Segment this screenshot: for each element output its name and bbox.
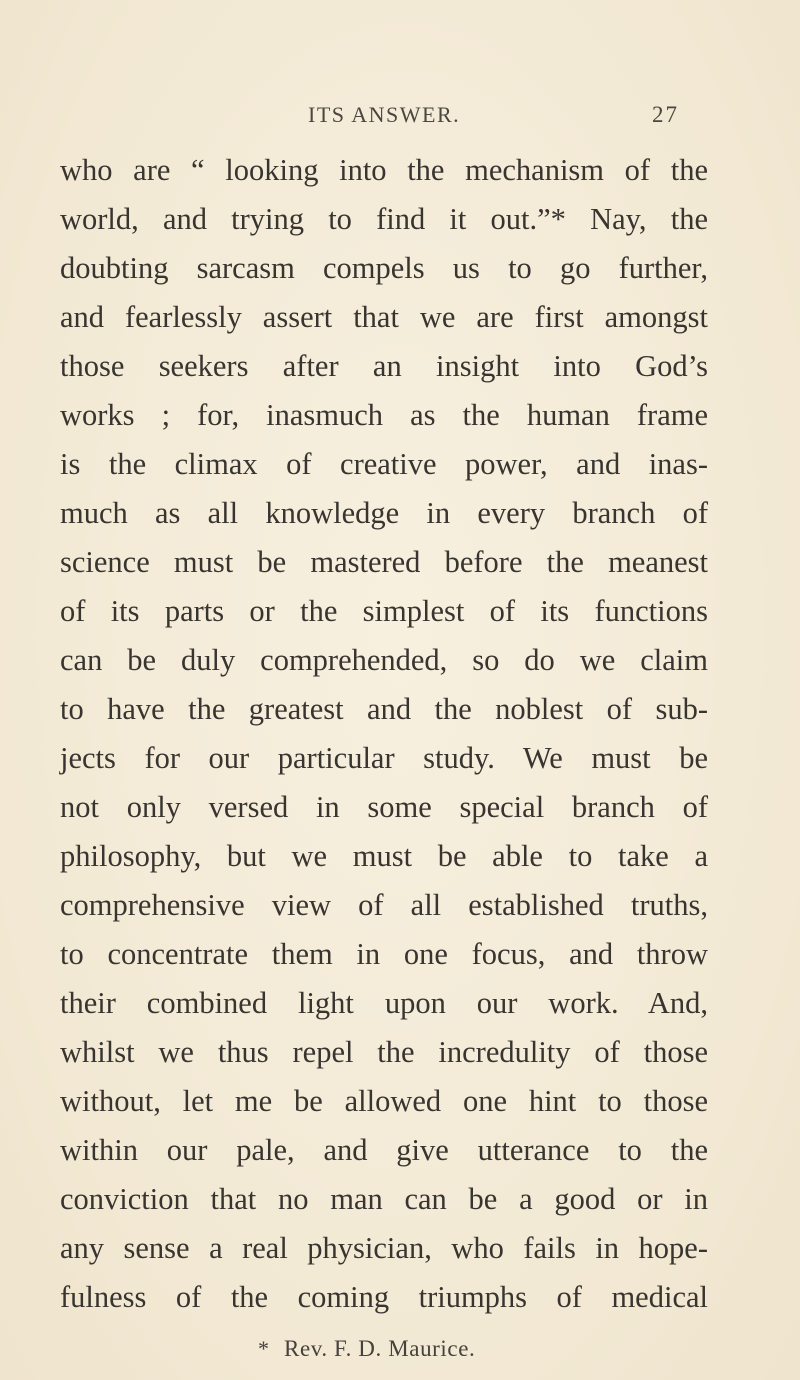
text-line: and fearlessly assert that we are first amongst <box>60 300 708 334</box>
text-line: science must be mastered before the meanest <box>60 545 708 579</box>
footnote-text: Rev. F. D. Maurice. <box>284 1336 476 1361</box>
text-line: any sense a real physician, who fails in hope- <box>60 1231 708 1265</box>
text-line: world, and trying to find it out.”* Nay, the <box>60 202 708 236</box>
text-line: works ; for, inasmuch as the human frame <box>60 398 708 432</box>
text-line: those seekers after an insight into God’s <box>60 349 708 383</box>
text-line: who are “ looking into the mechanism of the <box>60 153 708 187</box>
text-line: much as all knowledge in every branch of <box>60 496 708 530</box>
text-line: to have the greatest and the noblest of sub- <box>60 692 708 726</box>
text-line: comprehensive view of all established truths, <box>60 888 708 922</box>
footnote <box>0 1336 800 1368</box>
text-line: doubting sarcasm compels us to go further, <box>60 251 708 285</box>
text-line: of its parts or the simplest of its functions <box>60 594 708 628</box>
text-line: conviction that no man can be a good or in <box>60 1182 708 1216</box>
body-text <box>60 146 708 1322</box>
footnote-mark: * <box>258 1336 269 1361</box>
text-line: not only versed in some special branch of <box>60 790 708 824</box>
text-line: to concentrate them in one focus, and throw <box>60 937 708 971</box>
page-number: 27 <box>652 102 679 127</box>
text-line: whilst we thus repel the incredulity of those <box>60 1035 708 1069</box>
text-line: is the climax of creative power, and inas- <box>60 447 708 481</box>
text-line: can be duly comprehended, so do we claim <box>60 643 708 677</box>
text-line: fulness of the coming triumphs of medical <box>60 1280 708 1314</box>
running-head <box>0 102 800 132</box>
text-line: jects for our particular study. We must be <box>60 741 708 775</box>
text-line: their combined light upon our work. And, <box>60 986 708 1020</box>
running-title: ITS ANSWER. <box>308 102 461 127</box>
text-line: philosophy, but we must be able to take a <box>60 839 708 873</box>
text-line: without, let me be allowed one hint to those <box>60 1084 708 1118</box>
text-line: within our pale, and give utterance to the <box>60 1133 708 1167</box>
